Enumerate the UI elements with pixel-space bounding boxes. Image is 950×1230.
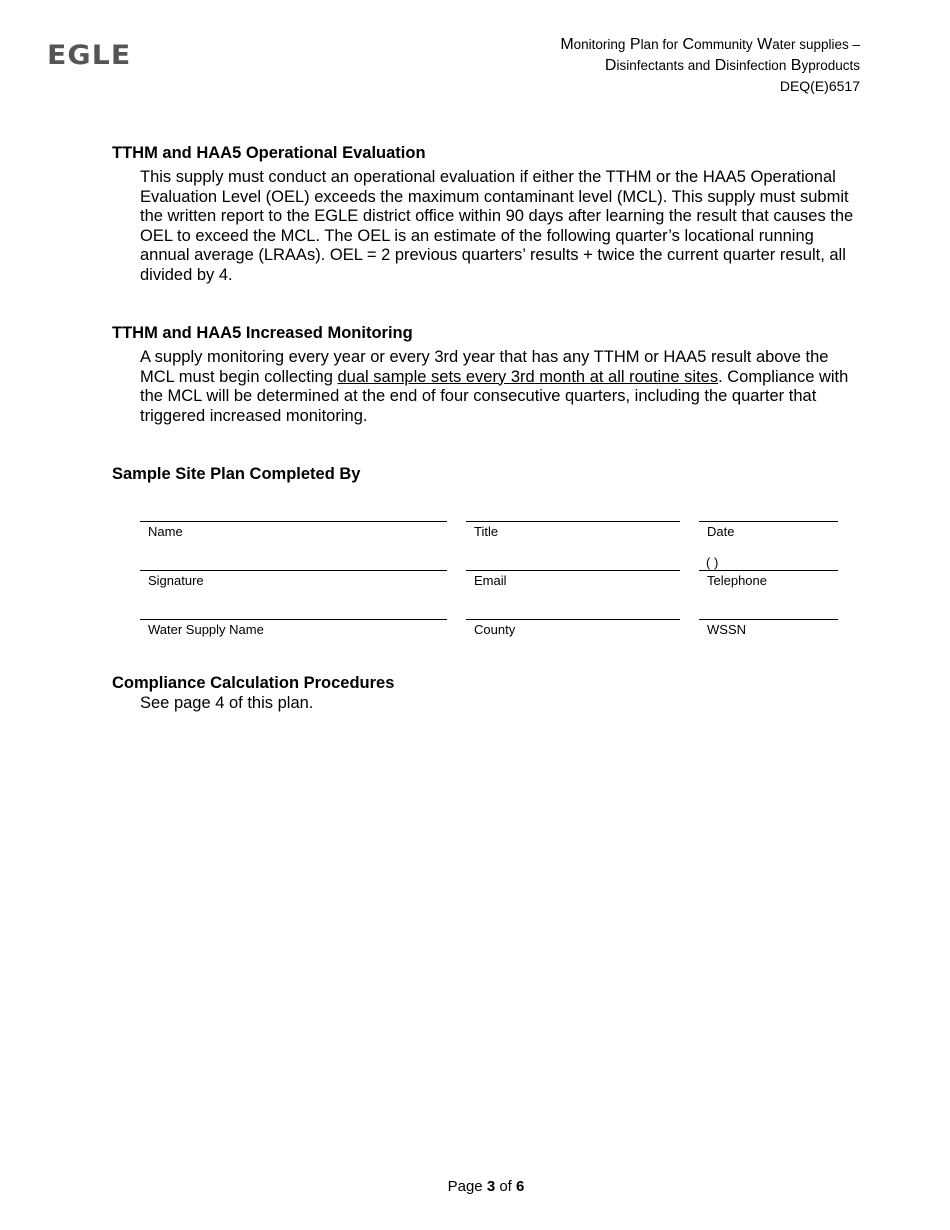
egle-logo: EGLE xyxy=(47,40,132,71)
form-code: DEQ(E)6517 xyxy=(779,78,860,94)
compliance-text: See page 4 of this plan. xyxy=(140,694,314,712)
page-number: Page 3 of 6 xyxy=(447,1178,525,1195)
section-title-operational-evaluation: TTHM and HAA5 Operational Evaluation xyxy=(112,144,426,162)
header-title-line-2: Disinfectants and Disinfection Byproducts xyxy=(604,57,860,74)
title-field[interactable]: Title xyxy=(466,521,680,541)
telephone-area-code-parens: ( ) xyxy=(706,555,719,570)
water-supply-name-field[interactable]: Water Supply Name xyxy=(140,619,447,639)
section-title-site-plan: Sample Site Plan Completed By xyxy=(112,465,361,483)
email-field[interactable]: Email xyxy=(466,570,680,590)
increased-monitoring-text: A supply monitoring every year or every 3rd year that has any TTHM or HAA5 result above the MCL must begin collecting dual sample sets every 3rd month at all routine sites. Compliance with the MCL will be determined at the end of four consecutive quarters, including the quarter that triggered increased monitoring. xyxy=(140,348,849,425)
section-title-increased-monitoring: TTHM and HAA5 Increased Monitoring xyxy=(112,324,413,342)
wssn-field[interactable]: WSSN xyxy=(699,619,838,639)
operational-evaluation-text: This supply must conduct an operational evaluation if either the TTHM or the HAA5 Operational Evaluation Level (OEL) exceeds the maximum contaminant level (MCL). This supply must submit the written report to the EGLE district office within 90 days after learning the result that causes the OEL to exceed the MCL. The OEL is an estimate of the following quarter’s locational running annual average (LRAAs). OEL = 2 previous quarters’ results + twice the current quarter result, all divided by 4. xyxy=(140,168,854,284)
name-field[interactable]: Name xyxy=(140,521,447,541)
county-field[interactable]: County xyxy=(466,619,680,639)
signature-field[interactable]: Signature xyxy=(140,570,447,590)
underlined-requirement: dual sample sets every 3rd month at all routine sites xyxy=(337,367,719,386)
section-title-compliance: Compliance Calculation Procedures xyxy=(112,674,395,692)
telephone-field[interactable]: Telephone xyxy=(699,570,838,590)
header-title-line-1: Monitoring Plan for Community Water supplies – xyxy=(560,36,860,53)
document-header xyxy=(560,34,860,96)
date-field[interactable]: Date xyxy=(699,521,838,541)
